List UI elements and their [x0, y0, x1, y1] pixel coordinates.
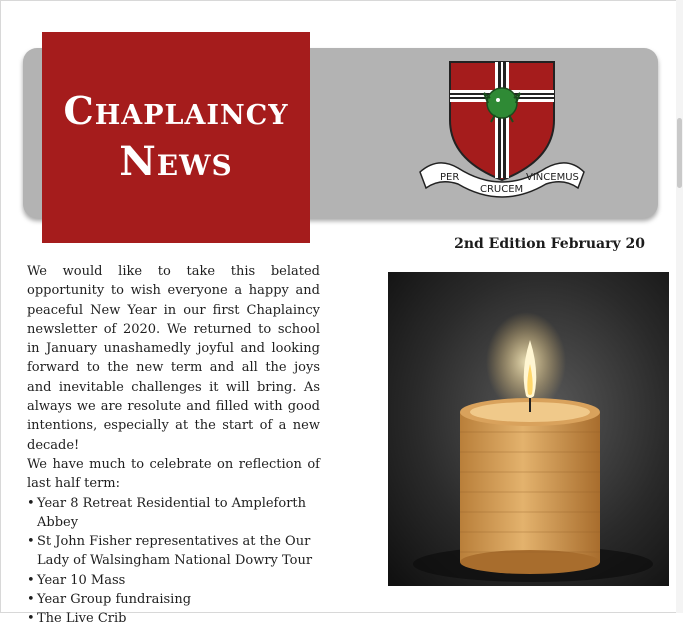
- candle-photo: [388, 272, 669, 586]
- scrollbar-thumb[interactable]: [677, 118, 682, 188]
- motto-word-1: PER: [440, 172, 460, 183]
- intro-paragraph: We would like to take this belated opportunity to wish everyone a happy and peaceful New Year in our first Chaplaincy newsletter of 2020. We returned to school in January unashamedly joyful and looking forward to the new term and all the joys and inevitable challenges it will bring. As always we are resolute and filled with good intentions, especially at the start of a new decade!: [27, 264, 320, 453]
- motto-word-2: CRUCEM: [480, 184, 524, 195]
- motto-word-3: VINCEMUS: [526, 172, 579, 183]
- title-line-1: Chaplaincy: [63, 87, 289, 133]
- newsletter-title: [42, 32, 310, 243]
- list-item: • Year 8 Retreat Residential to Ampleforth Abbey: [27, 494, 320, 533]
- article-body: [27, 262, 320, 629]
- school-crest-icon: [418, 60, 588, 210]
- scrollbar[interactable]: [676, 0, 683, 613]
- list-item: • St John Fisher representatives at the Our Lady of Walsingham National Dowry Tour: [27, 532, 320, 571]
- celebrate-paragraph: We have much to celebrate on reflection of last half term:: [27, 456, 320, 492]
- list-item: • The Live Crib: [27, 609, 320, 628]
- list-item: • Year 10 Mass: [27, 571, 320, 590]
- title-line-2: News: [119, 137, 233, 185]
- edition-label: 2nd Edition February 20: [454, 236, 645, 252]
- list-item: • Year Group fundraising: [27, 590, 320, 609]
- highlights-list: [27, 494, 320, 629]
